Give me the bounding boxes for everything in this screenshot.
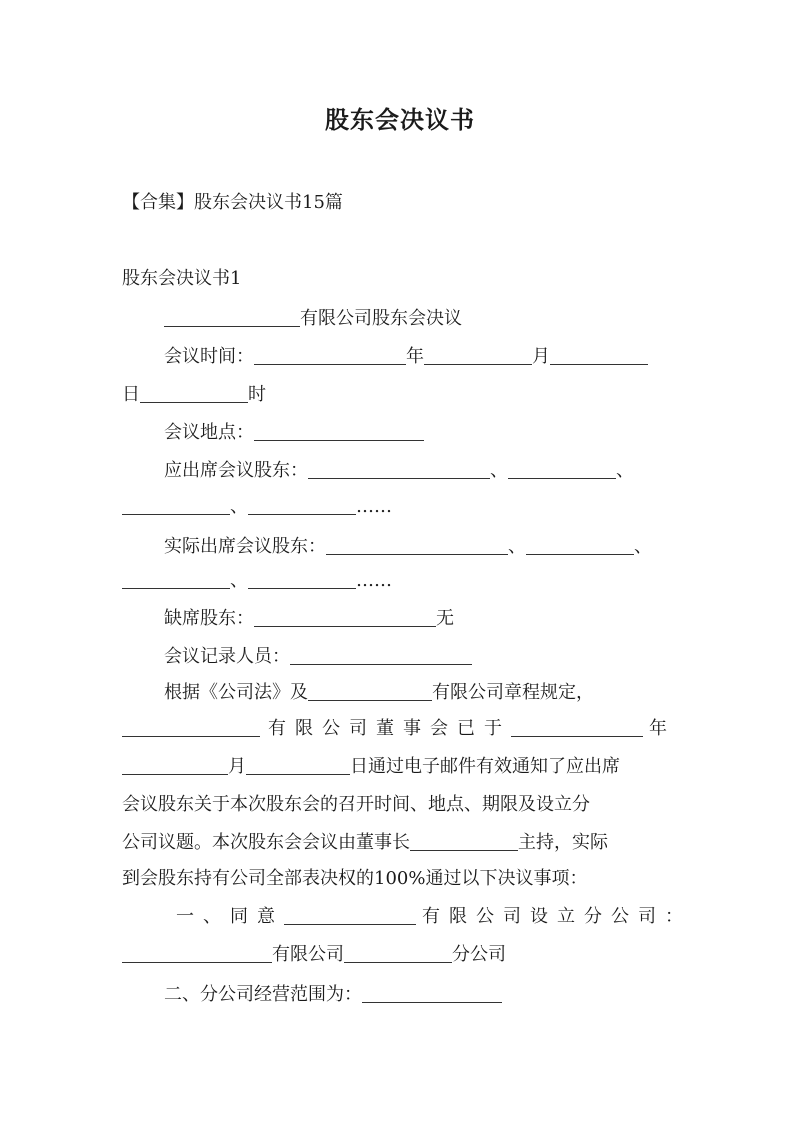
blank-field: [140, 384, 248, 403]
blank-field: [290, 646, 472, 665]
blank-field: [122, 718, 260, 737]
actual-attend-line-cont: 、 ……: [122, 568, 392, 594]
notice-line: 月 日通过电子邮件有效通知了应出席: [122, 754, 620, 780]
blank-field: [511, 718, 643, 737]
blank-field: [248, 496, 356, 515]
section-heading: 股东会决议书1: [122, 268, 242, 289]
blank-field: [550, 346, 648, 365]
blank-field: [122, 496, 230, 515]
blank-field: [254, 346, 406, 365]
item-1-line-cont: 有限公司 分公司: [122, 942, 506, 968]
blank-field: [326, 536, 508, 555]
blank-field: [254, 422, 424, 441]
company-resolution-line: 有限公司股东会决议: [164, 306, 462, 332]
blank-field: [508, 460, 616, 479]
blank-field: [246, 756, 350, 775]
blank-field: [424, 346, 532, 365]
collection-subtitle: 【合集】股东会决议书15篇: [122, 192, 343, 213]
blank-field: [122, 944, 272, 963]
blank-field: [526, 536, 634, 555]
actual-attend-line: 实际出席会议股东： 、 、: [164, 536, 652, 557]
should-attend-line-cont: 、 ……: [122, 494, 392, 520]
meeting-place-line: 会议地点：: [164, 420, 424, 446]
blank-field: [254, 608, 436, 627]
blank-field: [362, 984, 502, 1003]
item-2-line: 二、分公司经营范围为：: [164, 982, 502, 1008]
item-1-line: 一、同意 有限公司设立分公司：: [176, 906, 692, 927]
meeting-time-line-cont: 日 时: [122, 384, 266, 405]
absent-line: 缺席股东： 无: [164, 608, 454, 629]
blank-field: [410, 832, 518, 851]
document-title: 股东会决议书: [325, 106, 475, 134]
blank-field: [308, 460, 490, 479]
blank-field: [122, 756, 228, 775]
paragraph-line: 到会股东持有公司全部表决权的100%通过以下决议事项：: [122, 868, 588, 889]
blank-field: [122, 570, 230, 589]
should-attend-line: 应出席会议股东： 、 、: [164, 460, 634, 481]
blank-field: [308, 682, 432, 701]
paragraph-line: 会议股东关于本次股东会的召开时间、地点、期限及设立分: [122, 794, 590, 815]
blank-field: [248, 570, 356, 589]
recorder-line: 会议记录人员：: [164, 644, 472, 670]
blank-field: [284, 906, 416, 925]
blank-field: [344, 944, 452, 963]
blank-field: [164, 308, 300, 327]
meeting-time-line: 会议时间： 年 月: [164, 344, 648, 370]
basis-line: 根据《公司法》及 有限公司章程规定，: [164, 682, 594, 703]
board-line: 有限公司董事会已于 年: [122, 716, 667, 742]
chairman-line: 公司议题。本次股东会会议由董事长 主持，实际: [122, 832, 608, 853]
